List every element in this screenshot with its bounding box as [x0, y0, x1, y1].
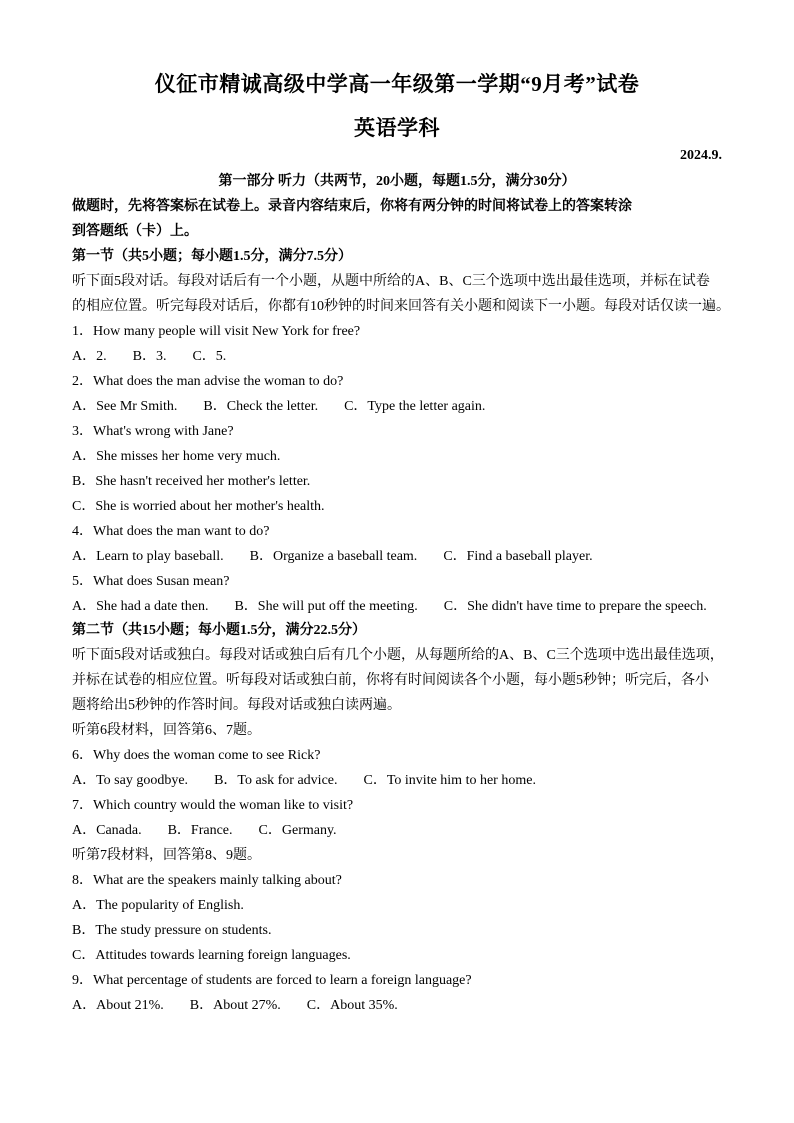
- option-a: A．Canada.: [72, 823, 142, 838]
- question-3-option-a: A．She misses her home very much.: [72, 449, 281, 464]
- option-c: C．To invite him to her home.: [363, 773, 536, 788]
- question-2-options: [72, 397, 722, 417]
- option-c: C．Germany.: [258, 823, 337, 838]
- option-c: C．Find a baseball player.: [443, 549, 593, 564]
- option-b: B．Check the letter.: [203, 399, 319, 414]
- section2-instruction-line1: 听下面5段对话或独白。每段对话或独白后有几个小题，从每题所给的A、B、C三个选项中选出最佳选项，: [72, 648, 724, 663]
- option-b: B．France.: [167, 823, 233, 838]
- question-3-option-b: B．She hasn't received her mother's letter.: [72, 474, 311, 489]
- question-5-stem: 5．What does Susan mean?: [72, 574, 230, 589]
- option-a: A．2.: [72, 349, 107, 364]
- question-6-options: [72, 771, 722, 791]
- section2-instruction-line3: 题将给出5秒钟的作答时间。每段对话或独白读两遍。: [72, 698, 401, 713]
- question-2-stem: 2．What does the man advise the woman to do?: [72, 374, 344, 389]
- question-8-option-a: A．The popularity of English.: [72, 898, 244, 913]
- option-c: C．She didn't have time to prepare the speech.: [443, 599, 707, 614]
- material-7-note: 听第7段材料，回答第8、9题。: [72, 848, 261, 863]
- question-8-stem: 8．What are the speakers mainly talking about?: [72, 873, 342, 888]
- option-a: A．Learn to play baseball.: [72, 549, 224, 564]
- option-c: C．5.: [192, 349, 227, 364]
- material-6-note: 听第6段材料，回答第6、7题。: [72, 723, 261, 738]
- question-8-option-b: B．The study pressure on students.: [72, 923, 272, 938]
- option-a: A．About 21%.: [72, 998, 164, 1013]
- section2-instruction-line2: 并标在试卷的相应位置。听每段对话或独白前，你将有时间阅读各个小题，每小题5秒钟；听完后，各小: [72, 673, 709, 688]
- option-c: C．About 35%.: [306, 998, 398, 1013]
- question-4-options: [72, 547, 722, 567]
- question-1-stem: 1．How many people will visit New York for free?: [72, 324, 361, 339]
- question-9-stem: 9．What percentage of students are forced to learn a foreign language?: [72, 973, 472, 988]
- section1-instruction-line2: 的相应位置。听完每段对话后，你都有10秒钟的时间来回答有关小题和阅读下一小题。每段对话仅读一遍。: [72, 299, 730, 314]
- option-c: C．Type the letter again.: [344, 399, 486, 414]
- question-3-option-c: C．She is worried about her mother's health.: [72, 499, 325, 514]
- option-a: A．See Mr Smith.: [72, 399, 178, 414]
- section1-heading: 第一节（共5小题；每小题1.5分，满分7.5分）: [72, 249, 352, 264]
- question-6-stem: 6．Why does the woman come to see Rick?: [72, 748, 321, 763]
- part1-instruction-line1: 做题时，先将答案标在试卷上。录音内容结束后，你将有两分钟的时间将试卷上的答案转涂: [72, 199, 632, 214]
- option-b: B．Organize a baseball team.: [249, 549, 418, 564]
- question-9-options: [72, 996, 722, 1016]
- option-a: A．To say goodbye.: [72, 773, 189, 788]
- question-5-options: [72, 597, 722, 617]
- section2-heading: 第二节（共15小题；每小题1.5分，满分22.5分）: [72, 623, 366, 638]
- exam-title: 仪征市精诚高级中学高一年级第一学期“9月考”试卷: [154, 72, 640, 96]
- part1-heading: 第一部分 听力（共两节，20小题，每题1.5分，满分30分）: [218, 174, 576, 189]
- exam-date: 2024.9.: [680, 148, 722, 163]
- option-a: A．She had a date then.: [72, 599, 209, 614]
- exam-subject: 英语学科: [354, 116, 440, 140]
- option-b: B．She will put off the meeting.: [234, 599, 418, 614]
- question-8-option-c: C．Attitudes towards learning foreign languages.: [72, 948, 351, 963]
- question-7-stem: 7．Which country would the woman like to visit?: [72, 798, 354, 813]
- question-4-stem: 4．What does the man want to do?: [72, 524, 270, 539]
- option-b: B．To ask for advice.: [214, 773, 338, 788]
- part1-instruction-line2: 到答题纸（卡）上。: [72, 224, 198, 239]
- option-b: B．About 27%.: [189, 998, 281, 1013]
- question-3-stem: 3．What's wrong with Jane?: [72, 424, 234, 439]
- question-7-options: [72, 821, 722, 841]
- option-b: B．3.: [132, 349, 167, 364]
- question-1-options: [72, 347, 722, 367]
- section1-instruction-line1: 听下面5段对话。每段对话后有一个小题，从题中所给的A、B、C三个选项中选出最佳选项，并标在试卷: [72, 274, 710, 289]
